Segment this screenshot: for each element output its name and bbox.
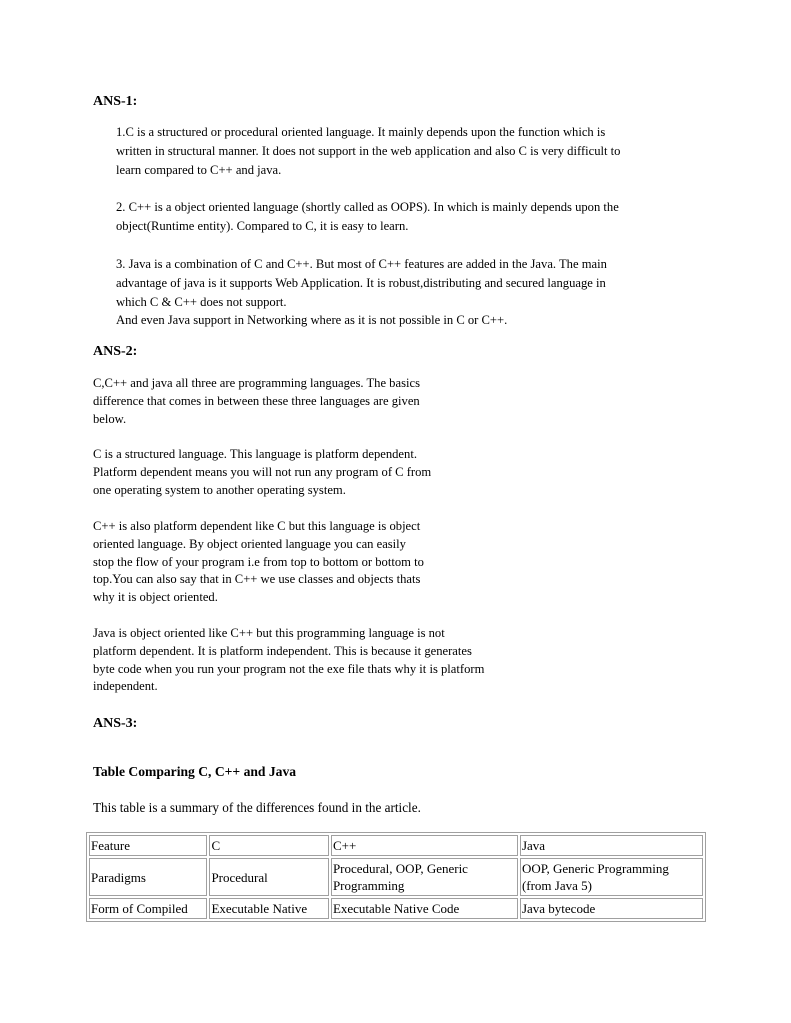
ans2-paragraph-2: C is a structured language. This language is platform dependent. Platform dependent means you will not run any program of C from one operating system to another operating system. (93, 447, 432, 497)
ans2-heading: ANS-2: (93, 344, 138, 359)
table-cell: OOP, Generic Programming (from Java 5) (520, 858, 703, 896)
table-cell: Form of Compiled (89, 898, 207, 919)
comparison-table (86, 832, 706, 922)
table-row (89, 858, 703, 896)
table-row (89, 898, 703, 919)
table-cell: Executable Native Code (331, 898, 518, 919)
ans1-point-3: 3. Java is a combination of C and C++. But most of C++ features are added in the Java. The main advantage of java is it supports Web Application. It is robust,distributing and secured language in which C & C++ does not support. And even Java support in Networking where as it is not possible in C or C++. (116, 257, 607, 328)
table-header-cell: Feature (89, 835, 207, 856)
table-cell: Paradigms (89, 858, 207, 896)
table-cell: Procedural, OOP, Generic Programming (331, 858, 518, 896)
ans2-paragraph-4: Java is object oriented like C++ but this programming language is not platform dependent. It is platform independent. This is because it generates byte code when you run your program not the exe file thats why it is platform independent. (93, 626, 485, 694)
ans2-paragraph-1: C,C++ and java all three are programming languages. The basics difference that comes in between these three languages are given below. (93, 376, 420, 426)
ans1-point-1: 1.C is a structured or procedural oriented language. It mainly depends upon the function which is written in structural manner. It does not support in the web application and also C is very difficult to learn compared to C++ and java. (116, 125, 621, 177)
table-cell: Procedural (209, 858, 328, 896)
table-row (89, 835, 703, 856)
table-cell: Executable Native (209, 898, 328, 919)
table-summary: This table is a summary of the differences found in the article. (93, 800, 421, 815)
table-header-cell: C (209, 835, 328, 856)
ans3-heading: ANS-3: (93, 716, 138, 731)
ans2-paragraph-3: C++ is also platform dependent like C but this language is object oriented language. By object oriented language you can easily stop the flow of your program i.e from top to bottom or bottom to top.You can also say that in C++ we use classes and objects thats why it is object oriented. (93, 519, 424, 605)
table-title: Table Comparing C, C++ and Java (93, 764, 297, 779)
table-header-cell: Java (520, 835, 703, 856)
table-cell: Java bytecode (520, 898, 703, 919)
ans1-point-2: 2. C++ is a object oriented language (shortly called as OOPS). In which is mainly depends upon the object(Runtime entity). Compared to C, it is easy to learn. (116, 200, 619, 233)
table-header-cell: C++ (331, 835, 518, 856)
ans1-heading: ANS-1: (93, 94, 138, 109)
